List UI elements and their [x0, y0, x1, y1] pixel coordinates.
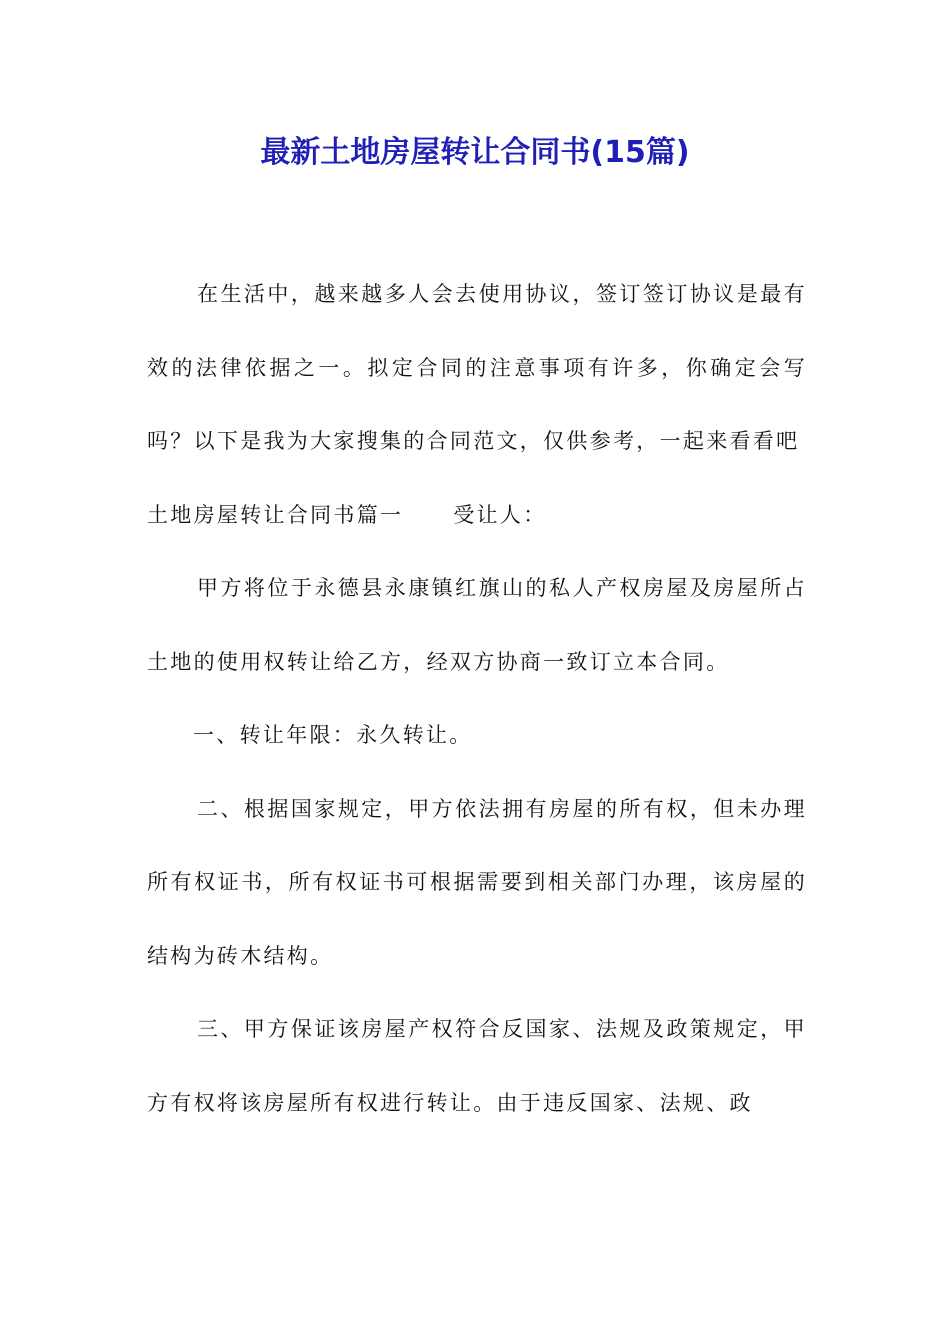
document-body — [147, 258, 807, 1140]
paragraph-4: 三、甲方保证该房屋产权符合反国家、法规及政策规定，甲方有权将该房屋所有权进行转让。由于违反国家、法规、政 — [147, 1017, 807, 1115]
paragraph-2: 一、转让年限：永久转让。 — [193, 723, 473, 747]
intro-paragraph: 在生活中，越来越多人会去使用协议，签订签订协议是最有效的法律依据之一。拟定合同的注意事项有许多，你确定会写吗？以下是我为大家搜集的合同范文，仅供参考，一起来看看吧 — [147, 282, 807, 453]
paragraph-1: 甲方将位于永德县永康镇红旗山的私人产权房屋及房屋所占土地的使用权转让给乙方，经双方协商一致订立本合同。 — [147, 576, 807, 674]
section-heading-title: 土地房屋转让合同书篇一 — [147, 502, 404, 527]
document-title: 最新土地房屋转让合同书(15篇) — [260, 135, 690, 170]
section-heading-party: 受让人： — [453, 502, 547, 527]
paragraph-3: 二、根据国家规定，甲方依法拥有房屋的所有权，但未办理所有权证书，所有权证书可根据需要到相关部门办理，该房屋的结构为砖木结构。 — [147, 796, 807, 968]
section-heading — [147, 479, 807, 553]
